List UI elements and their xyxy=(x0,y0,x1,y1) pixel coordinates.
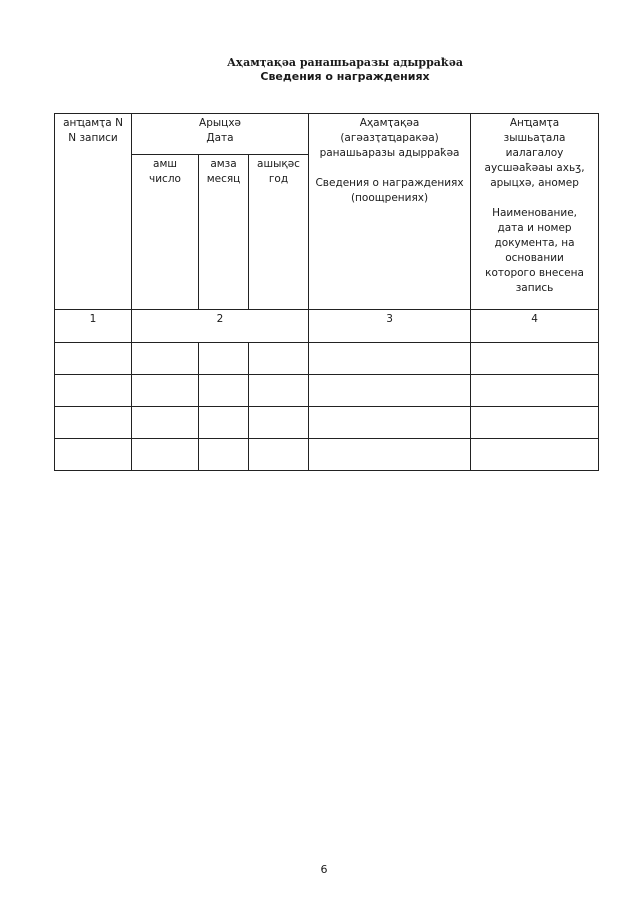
title-russian: Сведения о награждениях xyxy=(260,70,430,83)
header-awards-info xyxy=(309,114,471,310)
header-month xyxy=(199,155,249,310)
header-year-abkhaz: ашықәс xyxy=(257,158,300,170)
table-cell[interactable] xyxy=(471,407,599,439)
header-awards-line: ранашьаразы адырраҟәа xyxy=(319,147,460,159)
page-number: 6 xyxy=(320,863,328,876)
table-cell[interactable] xyxy=(132,375,199,407)
table-cell[interactable] xyxy=(199,375,249,407)
table-cell[interactable] xyxy=(55,375,132,407)
header-document-info xyxy=(471,114,599,310)
table-cell[interactable] xyxy=(249,407,309,439)
header-record-number xyxy=(55,114,132,310)
header-document-line: Анҵамҭа xyxy=(509,117,560,129)
column-number-1: 1 xyxy=(55,310,132,343)
header-date xyxy=(132,114,309,155)
table-row xyxy=(55,375,599,407)
table-row xyxy=(55,343,599,375)
table-cell[interactable] xyxy=(471,375,599,407)
table-row xyxy=(55,407,599,439)
header-day-abkhaz: амш xyxy=(153,158,177,170)
table-cell[interactable] xyxy=(55,407,132,439)
header-month-russian: месяц xyxy=(206,173,241,185)
header-month-abkhaz: амза xyxy=(210,158,237,170)
table-cell[interactable] xyxy=(309,343,471,375)
table-cell[interactable] xyxy=(55,343,132,375)
table-cell[interactable] xyxy=(471,343,599,375)
header-document-line: основании xyxy=(505,252,564,264)
column-number-4: 4 xyxy=(471,310,599,343)
header-document-line: аусшәаҟәаы ахьӡ, xyxy=(484,162,585,174)
column-number-3: 3 xyxy=(309,310,471,343)
table-cell[interactable] xyxy=(132,343,199,375)
header-date-abkhaz: Арыцхә xyxy=(199,117,241,129)
table-cell[interactable] xyxy=(199,407,249,439)
title-abkhaz: Аҳамҭақәа ранашьаразы адырраҟәа xyxy=(226,56,464,69)
header-year-russian: год xyxy=(268,173,289,185)
header-document-line: запись xyxy=(515,282,554,294)
header-awards-line: Сведения о награждениях xyxy=(315,177,464,189)
table-row xyxy=(55,439,599,471)
header-document-line: арыцхә, аномер xyxy=(490,177,579,189)
header-document-line: дата и номер xyxy=(497,222,572,234)
header-day xyxy=(132,155,199,310)
header-document-line: зышьаҭала xyxy=(503,132,566,144)
table-cell[interactable] xyxy=(309,439,471,471)
header-awards-line: Аҳамҭақәа xyxy=(359,117,420,129)
header-record-number-abkhaz: анҵамҭа N xyxy=(63,117,123,129)
table-cell[interactable] xyxy=(132,439,199,471)
table-cell[interactable] xyxy=(199,343,249,375)
header-document-line: которого внесена xyxy=(485,267,584,279)
page-header xyxy=(0,56,640,84)
table-cell[interactable] xyxy=(249,343,309,375)
table-cell[interactable] xyxy=(199,439,249,471)
table-cell[interactable] xyxy=(55,439,132,471)
header-document-line: иалагалоу xyxy=(505,147,564,159)
header-awards-line: (поощрениях) xyxy=(350,192,429,204)
header-document-line: документа, на xyxy=(494,237,575,249)
table-cell[interactable] xyxy=(309,407,471,439)
table-cell[interactable] xyxy=(132,407,199,439)
header-date-russian: Дата xyxy=(206,132,234,144)
header-year xyxy=(249,155,309,310)
table-cell[interactable] xyxy=(309,375,471,407)
table-cell[interactable] xyxy=(249,375,309,407)
awards-table xyxy=(54,113,599,471)
header-day-russian: число xyxy=(149,173,181,185)
table-cell[interactable] xyxy=(249,439,309,471)
header-document-line: Наименование, xyxy=(492,207,577,219)
header-record-number-russian: N записи xyxy=(68,132,118,144)
table-cell[interactable] xyxy=(471,439,599,471)
column-number-2: 2 xyxy=(132,310,309,343)
header-awards-line: (агәазҭаҵаракәа) xyxy=(340,132,439,144)
